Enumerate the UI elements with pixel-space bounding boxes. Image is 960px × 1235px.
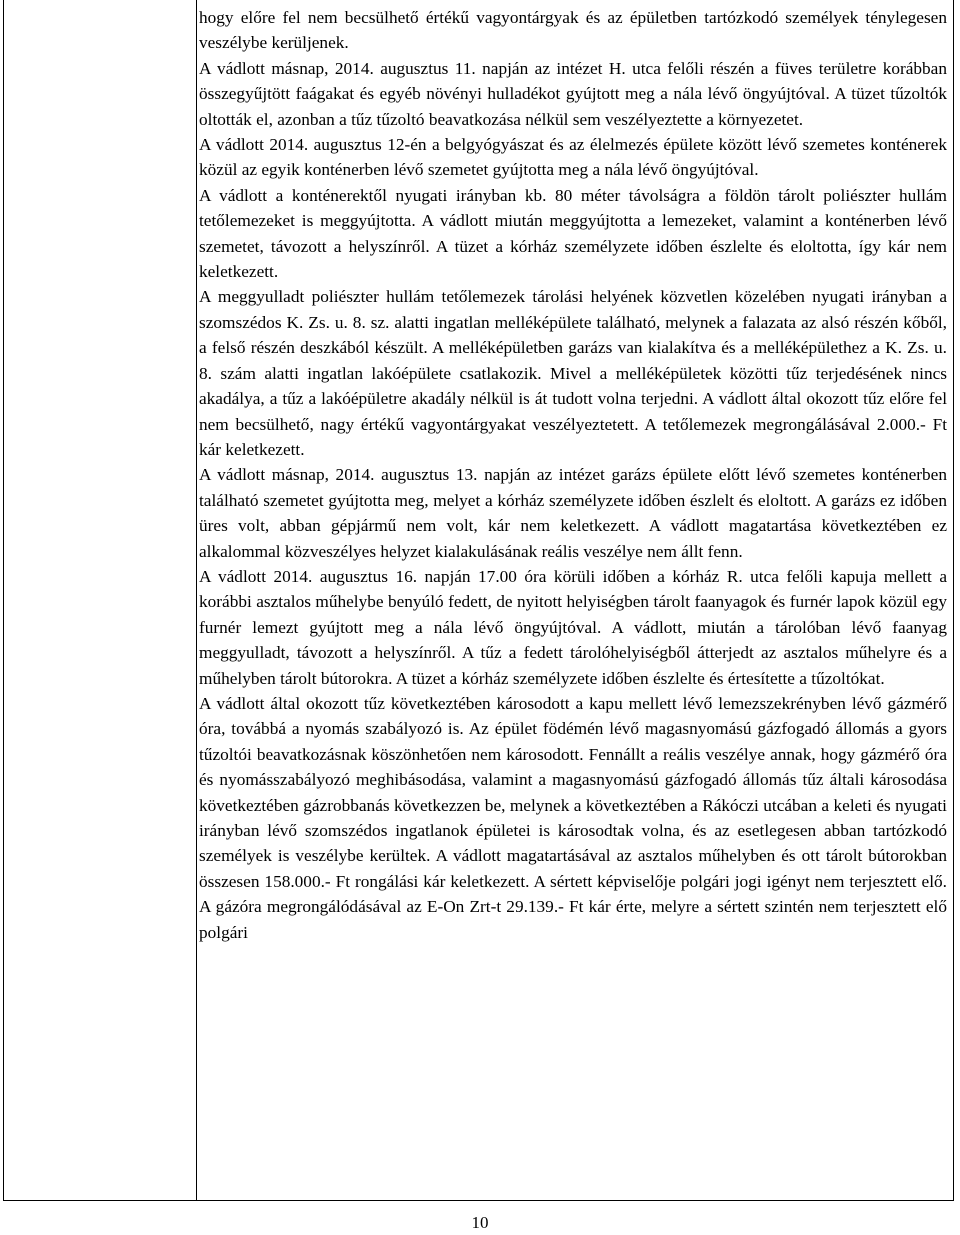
paragraph: A vádlott 2014. augusztus 12-én a belgyógyászat és az élelmezés épülete között lévő szemetes konténerek közül az egyik konténerben lévő szemetet gyújtotta meg a nála lévő öngyújtóval.	[199, 135, 947, 180]
paragraph: A vádlott másnap, 2014. augusztus 11. napján az intézet H. utca felőli részén a füves területre korábban összegyűjtött faágakat és egyéb növényi hulladékot gyújtott meg a nála lévő öngyújtóval. A tüzet tűzoltók oltották el, azonban a tűz tűzoltó beavatkozása nélkül sem veszélyeztette a környezetet.	[199, 58, 947, 129]
paragraph: hogy előre fel nem becsülhető értékű vagyontárgyak és az épületben tartózkodó személyek ténylegesen veszélybe kerüljenek.	[199, 8, 947, 53]
paragraph: A vádlott által okozott tűz következtében károsodott a kapu mellett lévő lemezszekrényben lévő gázmérő óra, továbbá a nyomás szabályozó is. Az épület födémén lévő magasnyomású gázfogadó állomás a gyors tűzoltói beavatkozásnak köszönhetően nem károsodott. Fennállt a reális veszélye annak, hogy gázmérő óra és nyomásszabályozó meghibásodása, valamint a magasnyomású gázfogadó állomás tűz általi károsodása következtében gázrobbanás következzen be, melynek a következtében a Rákóczi utcában a keleti és nyugati irányban lévő szomszédos ingatlanok épületei is károsodtak volna, és az esetlegesen abban tartózkodó személyek is veszélybe kerültek. A vádlott magatartásával az asztalos műhelyben és ott tárolt bútorokban összesen 158.000.- Ft rongálási kár keletkezett. A sértett képviselője polgári jogi igényt nem terjesztett elő. A gázóra megrongálódásával az E-On Zrt-t 29.139.- Ft kár érte, melyre a sértett szintén nem terjesztett elő polgári	[199, 693, 947, 942]
paragraph: A meggyulladt poliészter hullám tetőlemezek tárolási helyének közvetlen közelében nyugati irányban a szomszédos K. Zs. u. 8. sz. alatti ingatlan melléképülete található, melynek a falazata az alsó részén kőből, a felső részén deszkából készült. A melléképületben garázs van kialakítva és a melléképülethez a K. Zs. u. 8. szám alatti ingatlan lakóépülete csatlakozik. Mivel a melléképületek közötti tűz terjedésének nincs akadálya, a tűz a lakóépületre akadály nélkül is át tudott volna terjedni. A vádlott által okozott tűz előre fel nem becsülhető, nagy értékű vagyontárgyakat veszélyeztetett. A tetőlemezek megrongálásával 2.000.- Ft kár keletkezett.	[199, 287, 947, 459]
paragraph: A vádlott 2014. augusztus 16. napján 17.00 óra körüli időben a kórház R. utca felőli kapuja mellett a korábbi asztalos műhelybe benyúló fedett, de nyitott helyiségben tárolt faanyagok és furnér lapok közül egy furnér lemezt gyújtott meg a nála lévő öngyújtóval. A vádlott, miután a tárolóban lévő faanyag meggyulladt, távozott a helyszínről. A tűz a fedett tárolóhelyiségből átterjedt az asztalos műhelyre és a műhelyben tárolt bútorokra. A tüzet a kórház személyzete időben észlelte és értesítette a tűzoltókat.	[199, 566, 947, 688]
paragraph: A vádlott a konténerektől nyugati irányban kb. 80 méter távolságra a földön tárolt poliészter hullám tetőlemezeket is meggyújtotta. A vádlott miután meggyújtotta a lemezeket, valamint a konténerben lévő szemetet, távozott a helyszínről. A tüzet a kórház személyzete időben észlelte és eloltotta, így kár nem keletkezett.	[199, 185, 947, 282]
document-body	[199, 5, 947, 945]
left-margin-column	[4, 0, 197, 1200]
paragraph: A vádlott másnap, 2014. augusztus 13. napján az intézet garázs épülete előtt lévő szemetes konténerben található szemetet gyújtotta meg, melyet a kórház személyzete időben észlelt és eloltott. A garázs ez időben üres volt, abban gépjármű nem volt, kár nem keletkezett. A vádlott magatartása következtében ez alkalommal közveszélyes helyzet kialakulásának reális veszélye nem állt fenn.	[199, 465, 947, 561]
page-number: 10	[471, 1213, 489, 1232]
